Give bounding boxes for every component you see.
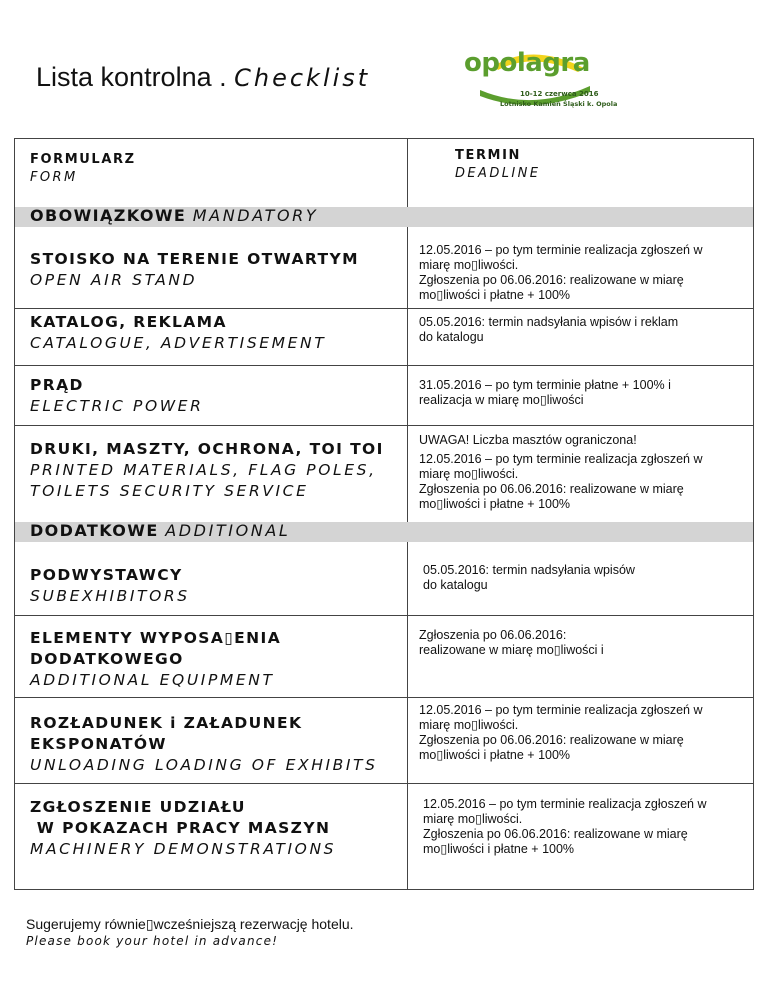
row-divider <box>15 783 753 784</box>
deadline-line: do katalogu <box>423 578 488 592</box>
row-prints-deadline <box>419 433 702 512</box>
equipment-pl-1: ELEMENTY WYPOSA▯ENIA <box>30 629 282 647</box>
catalogue-pl: KATALOG, REKLAMA <box>30 313 227 331</box>
deadline-line: 12.05.2016 – po tym terminie realizacja zgłoszeń w <box>419 452 703 466</box>
section-additional <box>15 522 753 542</box>
row-open-air-label <box>30 249 359 291</box>
power-en: ELECTRIC POWER <box>30 397 204 415</box>
deadline-line: Zgłoszenia po 06.06.2016: realizowane w miarę <box>419 482 684 496</box>
deadline-line: mo▯liwości i płatne + 100% <box>419 288 571 302</box>
row-subexhibitors-deadline <box>423 563 635 593</box>
row-open-air-deadline <box>419 243 702 303</box>
deadline-line: Zgłoszenia po 06.06.2016: realizowane w miarę <box>423 827 688 841</box>
row-demos-label <box>30 797 336 860</box>
deadline-line: miarę mo▯liwości. <box>423 812 523 826</box>
row-catalogue-label <box>30 312 326 354</box>
section-mandatory-en: MANDATORY <box>192 206 319 225</box>
equipment-en: ADDITIONAL EQUIPMENT <box>30 671 275 689</box>
open-air-en: OPEN AIR STAND <box>30 271 198 289</box>
row-prints-label <box>30 439 384 502</box>
section-additional-en: ADDITIONAL <box>165 521 291 540</box>
deadline-line: mo▯liwości i płatne + 100% <box>423 842 575 856</box>
subexhibitors-pl: PODWYSTAWCY <box>30 566 183 584</box>
prints-pl: DRUKI, MASZTY, OCHRONA, TOI TOI <box>30 440 384 458</box>
header-deadline-cell <box>455 147 540 183</box>
open-air-pl: STOISKO NA TERENIE OTWARTYM <box>30 250 359 268</box>
logo-place: Lotnisko Kamień Śląski k. Opola <box>500 100 618 108</box>
prints-en-1: PRINTED MATERIALS, FLAG POLES, <box>30 461 377 479</box>
header-deadline-pl: TERMIN <box>455 148 522 163</box>
row-power-label <box>30 375 203 417</box>
deadline-line: realizowane w miarę mo▯liwości i <box>419 643 604 657</box>
deadline-line: Zgłoszenia po 06.06.2016: realizowane w miarę <box>419 273 684 287</box>
title-pl: Lista kontrolna . <box>36 62 235 92</box>
row-catalogue-deadline <box>419 315 678 345</box>
checklist-table <box>14 138 754 890</box>
deadline-line: miarę mo▯liwości. <box>419 718 519 732</box>
row-divider <box>15 615 753 616</box>
header-deadline-en: DEADLINE <box>455 166 541 181</box>
deadline-line: 05.05.2016: termin nadsyłania wpisów <box>423 563 635 577</box>
row-demos-deadline <box>423 797 706 857</box>
equipment-pl-2: DODATKOWEGO <box>30 650 184 668</box>
row-equipment-deadline <box>419 628 604 658</box>
prints-en-2: TOILETS SECURITY SERVICE <box>30 482 309 500</box>
row-subexhibitors-label <box>30 565 190 607</box>
deadline-line: mo▯liwości i płatne + 100% <box>419 748 571 762</box>
row-unloading-label <box>30 713 378 776</box>
row-divider <box>15 697 753 698</box>
header-form-pl: FORMULARZ <box>30 152 136 167</box>
header-form-en: FORM <box>30 170 78 185</box>
demos-pl-2: W POKAZACH PRACY MASZYN <box>30 819 331 837</box>
row-equipment-label <box>30 628 281 691</box>
column-divider <box>407 139 408 889</box>
logo-dates: 10-12 czerwca 2016 <box>520 90 599 98</box>
header-form-cell <box>30 151 136 187</box>
section-mandatory-pl: OBOWIĄZKOWE <box>30 206 187 225</box>
power-pl: PRĄD <box>30 376 84 394</box>
row-unloading-deadline <box>419 703 702 763</box>
unloading-pl-1: ROZŁADUNEK i ZAŁADUNEK <box>30 714 303 732</box>
deadline-line: mo▯liwości i płatne + 100% <box>419 497 571 511</box>
demos-en: MACHINERY DEMONSTRATIONS <box>30 840 337 858</box>
deadline-line: 12.05.2016 – po tym terminie realizacja zgłoszeń w <box>419 243 703 257</box>
unloading-en: UNLOADING LOADING OF EXHIBITS <box>30 756 378 774</box>
footer-note-pl: Sugerujemy równie▯wcześniejszą rezerwację hotelu. <box>26 916 354 932</box>
section-additional-pl: DODATKOWE <box>30 521 159 540</box>
deadline-line: do katalogu <box>419 330 484 344</box>
deadline-warning: UWAGA! Liczba masztów ograniczona! <box>419 433 637 447</box>
deadline-line: 12.05.2016 – po tym terminie realizacja zgłoszeń w <box>423 797 707 811</box>
logo-word: opolagra <box>464 48 590 78</box>
demos-pl-1: ZGŁOSZENIE UDZIAŁU <box>30 798 246 816</box>
deadline-line: 05.05.2016: termin nadsyłania wpisów i reklam <box>419 315 679 329</box>
row-divider <box>15 425 753 426</box>
catalogue-en: CATALOGUE, ADVERTISEMENT <box>30 334 327 352</box>
row-divider <box>15 365 753 366</box>
page-title <box>36 62 370 93</box>
row-power-deadline <box>419 378 671 408</box>
opolagra-logo <box>462 44 618 114</box>
title-en: Checklist <box>234 64 371 92</box>
deadline-line: miarę mo▯liwości. <box>419 258 519 272</box>
deadline-line: 12.05.2016 – po tym terminie realizacja zgłoszeń w <box>419 703 703 717</box>
section-mandatory <box>15 207 753 227</box>
row-divider <box>15 308 753 309</box>
deadline-line: 31.05.2016 – po tym terminie płatne + 100% i <box>419 378 671 392</box>
footer-note-en: Please book your hotel in advance! <box>26 934 279 948</box>
deadline-line: miarę mo▯liwości. <box>419 467 519 481</box>
deadline-line: Zgłoszenia po 06.06.2016: realizowane w miarę <box>419 733 684 747</box>
deadline-line: realizacja w miarę mo▯liwości <box>419 393 584 407</box>
deadline-line: Zgłoszenia po 06.06.2016: <box>419 628 567 642</box>
unloading-pl-2: EKSPONATÓW <box>30 735 167 753</box>
subexhibitors-en: SUBEXHIBITORS <box>30 587 190 605</box>
